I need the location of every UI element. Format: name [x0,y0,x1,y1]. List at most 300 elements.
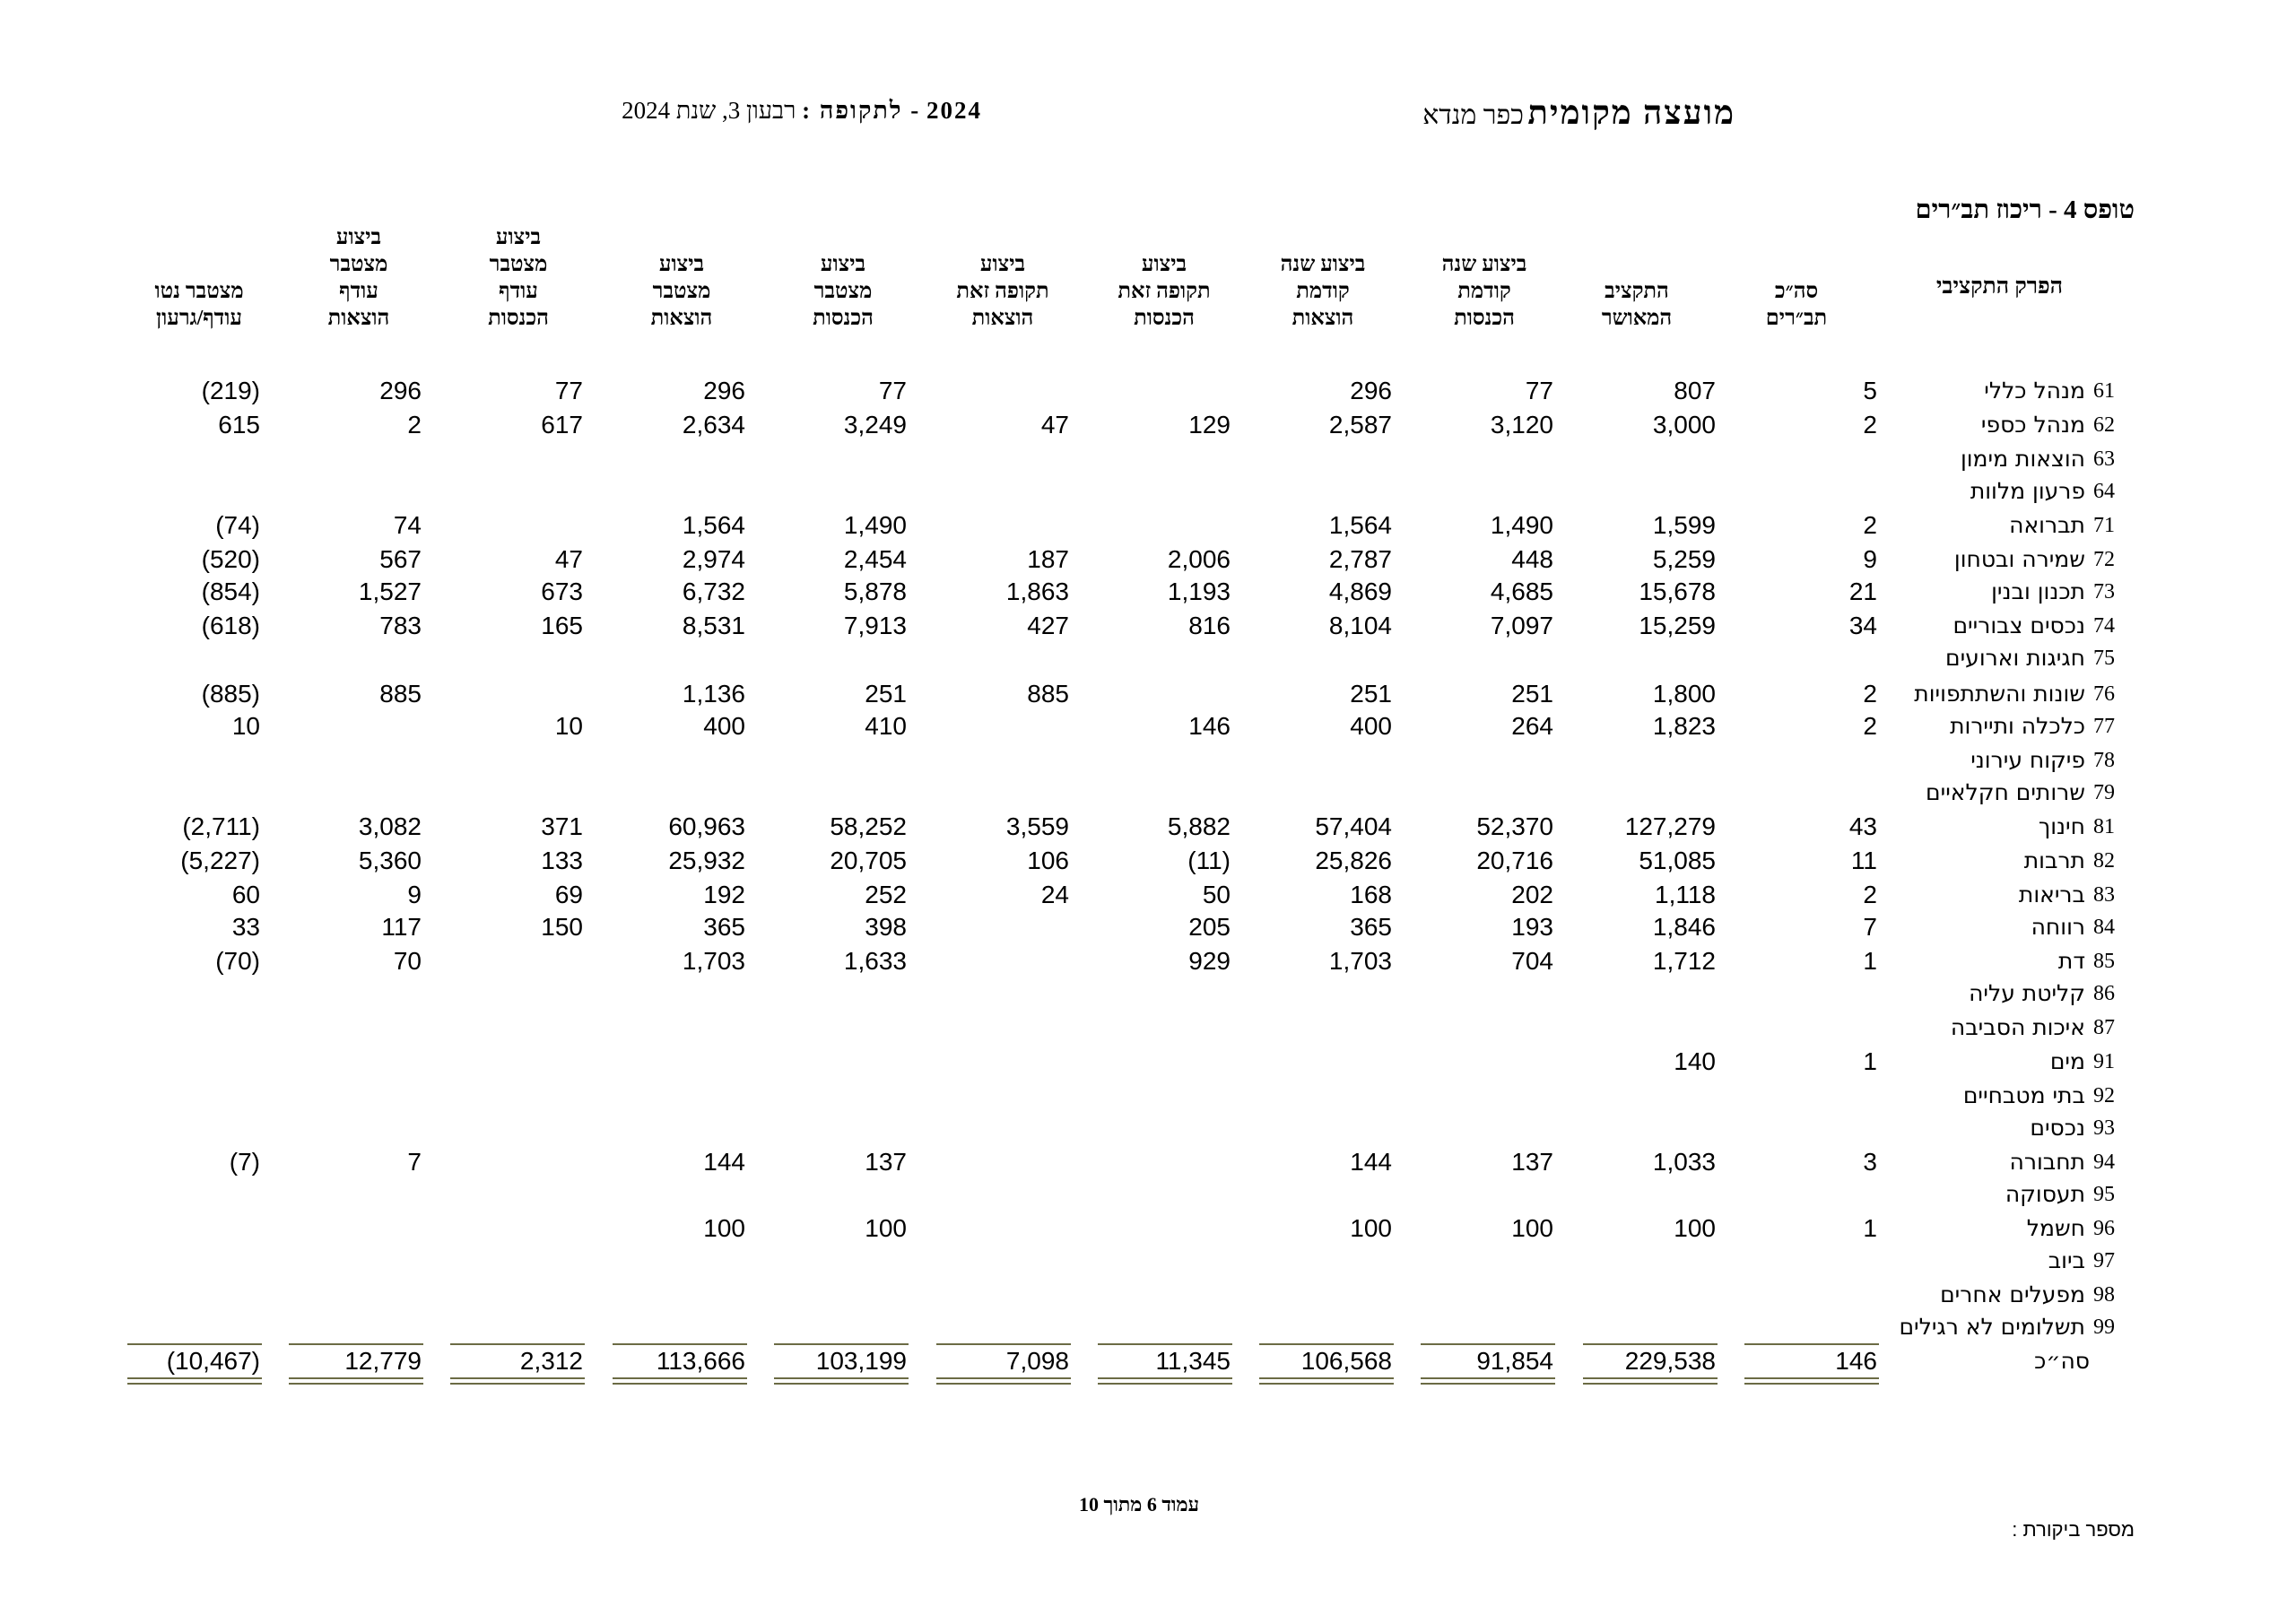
cell-cum-expense: 296 [703,377,745,404]
cell-approved: 5,259 [1652,545,1716,573]
column-header-line: ביצוע [979,253,1026,276]
chapter-name: תרבות [2023,847,2085,873]
cell-approved: 51,085 [1639,847,1716,874]
chapter-name: ביוב [2048,1247,2085,1273]
cell-net: (618) [201,612,260,639]
total-rule-double [289,1377,423,1385]
chapter-name: כלכלה ותיירות [1950,713,2085,739]
chapter-code: 62 [2093,413,2115,437]
chapter-name: מפעלים אחרים [1940,1281,2085,1307]
cell-prev-income: 264 [1511,712,1553,740]
table-row [0,509,2296,542]
cell-approved: 1,033 [1652,1148,1716,1176]
chapter-code: 63 [2093,447,2115,471]
table-row [0,777,2296,809]
chapter-code: 71 [2093,514,2115,537]
chapter-code: 83 [2093,883,2115,907]
column-header-approved [1561,278,1713,332]
column-header-line: ביצוע [335,226,382,249]
cell-prev-expense: 4,869 [1328,578,1392,605]
chapter-name: שמירה ובטחון [1953,546,2085,572]
cell-prev-income: 3,120 [1490,411,1553,439]
chapter-code: 61 [2093,379,2115,403]
total-period-income: 11,345 [1155,1347,1231,1375]
chapter-code: 96 [2093,1217,2115,1240]
cell-cum-expense: 144 [703,1148,745,1176]
table-row [0,1046,2296,1078]
total-approved: 229,538 [1624,1347,1716,1375]
cell-prev-expense: 1,703 [1328,947,1392,975]
period-label: - לתקופה : [802,97,921,124]
chapter-name: מנהל כללי [1984,378,2085,404]
total-rule-double [1259,1377,1394,1385]
table-row [0,845,2296,877]
table-row [0,642,2296,674]
cell-net: 615 [218,411,260,439]
table-row [0,443,2296,475]
chapter-code: 93 [2093,1116,2115,1140]
cell-period-income: 816 [1188,612,1231,639]
cell-count: 34 [1848,612,1877,639]
column-header-line: המאושר [1601,307,1673,330]
cell-count: 5 [1863,377,1877,404]
total-rule-double [1098,1377,1232,1385]
chapter-code: 82 [2093,849,2115,873]
column-header-period-income [1088,251,1240,332]
cell-surplus-income: 69 [554,881,583,908]
column-header-period-expense [926,251,1079,332]
cell-cum-expense: 100 [703,1214,745,1242]
cell-surplus-expense: 5,360 [358,847,422,874]
column-header-line: עודף/גרעון [156,307,242,330]
chapter-name: תברואה [2009,512,2085,538]
cell-prev-expense: 57,404 [1315,812,1392,840]
chapter-code: 74 [2093,614,2115,638]
cell-net: (854) [201,578,260,605]
cell-cum-income: 1,490 [843,511,907,539]
cell-period-expense: 187 [1027,545,1069,573]
cell-count: 2 [1863,680,1877,708]
column-header-line: הכנסות [488,307,549,330]
cell-prev-expense: 365 [1350,913,1392,941]
chapter-code: 73 [2093,580,2115,604]
total-prev-expense: 106,568 [1300,1347,1392,1375]
cell-surplus-expense: 9 [407,881,422,908]
cell-surplus-income: 10 [554,712,583,740]
cell-period-expense: 3,559 [1005,812,1069,840]
cell-surplus-income: 673 [541,578,583,605]
cell-cum-income: 100 [865,1214,907,1242]
cell-cum-expense: 25,932 [668,847,745,874]
cell-surplus-income: 165 [541,612,583,639]
chapter-name: נכסים [2030,1115,2085,1141]
chapter-code: 92 [2093,1084,2115,1107]
cell-count: 1 [1863,947,1877,975]
column-header-chapter: הפרק התקציבי [1935,274,2063,299]
cell-cum-income: 5,878 [843,578,907,605]
chapter-code: 81 [2093,815,2115,838]
cell-approved: 1,599 [1652,511,1716,539]
cell-count: 21 [1848,578,1877,605]
column-header-line: הכנסות [813,307,874,330]
chapter-name: תשלומים לא רגילים [1899,1314,2085,1340]
cell-period-income: 2,006 [1167,545,1231,573]
chapter-name: נכסים צבוריים [1952,612,2085,638]
column-header-cum-expense [605,251,758,332]
table-row [0,1146,2296,1178]
table-row [0,977,2296,1010]
cell-prev-expense: 2,587 [1328,411,1392,439]
cell-net: (7) [229,1148,260,1176]
cell-cum-income: 20,705 [830,847,907,874]
cell-surplus-income: 47 [554,545,583,573]
table-row [0,1212,2296,1245]
chapter-name: תחבורה [2009,1149,2085,1175]
audit-number-label: מספר ביקורת : [2012,1518,2135,1541]
form-title: טופס 4 - ריכוז תב״רים [1915,195,2135,224]
cell-count: 2 [1863,881,1877,908]
cell-prev-expense: 251 [1350,680,1392,708]
cell-period-expense: 427 [1027,612,1069,639]
cell-cum-expense: 365 [703,913,745,941]
column-header-line: הוצאות [971,307,1034,330]
cell-prev-expense: 2,787 [1328,545,1392,573]
cell-prev-income: 20,716 [1476,847,1553,874]
column-header-line: ביצוע [820,253,866,276]
period-value: רבעון 3, שנת 2024 [622,97,796,124]
cell-period-income: 146 [1188,712,1231,740]
table-row [0,710,2296,743]
chapter-code: 97 [2093,1249,2115,1272]
column-header-surplus-expense [283,224,435,332]
cell-period-income: 1,193 [1167,578,1231,605]
column-header-line: תקופה זאת [956,280,1049,303]
chapter-code: 72 [2093,548,2115,571]
total-net: (10,467) [166,1347,260,1375]
chapter-code: 76 [2093,682,2115,706]
cell-prev-income: 202 [1511,881,1553,908]
cell-cum-expense: 400 [703,712,745,740]
cell-prev-expense: 144 [1350,1148,1392,1176]
total-period-expense: 7,098 [1005,1347,1069,1375]
cell-prev-expense: 296 [1350,377,1392,404]
cell-surplus-income: 77 [554,377,583,404]
cell-surplus-expense: 567 [379,545,422,573]
cell-prev-income: 100 [1511,1214,1553,1242]
cell-prev-income: 704 [1511,947,1553,975]
cell-cum-income: 2,454 [843,545,907,573]
column-header-line: מצטבר [652,280,711,303]
total-rule-double [127,1377,262,1385]
cell-net: (520) [201,545,260,573]
column-header-line: קודמת [1457,280,1511,303]
chapter-name: מים [2049,1048,2085,1074]
cell-count: 9 [1863,545,1877,573]
cell-approved: 1,712 [1652,947,1716,975]
cell-approved: 807 [1674,377,1716,404]
cell-prev-income: 137 [1511,1148,1553,1176]
cell-surplus-income: 133 [541,847,583,874]
total-rule-double [1744,1377,1879,1385]
total-rule-double [1583,1377,1718,1385]
cell-cum-income: 3,249 [843,411,907,439]
table-row [0,1311,2296,1343]
report-period [534,97,982,125]
period-year: 2024 [926,97,982,124]
cell-period-expense: 47 [1040,411,1069,439]
chapter-name: שונות והשתתפויות [1914,681,2085,707]
cell-prev-income: 4,685 [1490,578,1553,605]
column-header-surplus-income [442,224,595,332]
cell-prev-expense: 1,564 [1328,511,1392,539]
column-header-cum-income [767,251,919,332]
cell-surplus-expense: 70 [393,947,422,975]
cell-prev-income: 448 [1511,545,1553,573]
cell-cum-income: 410 [865,712,907,740]
council-name: כפר מנדא [1422,100,1524,130]
cell-count: 7 [1863,913,1877,941]
cell-period-income: 5,882 [1167,812,1231,840]
cell-approved: 140 [1674,1047,1716,1075]
chapter-code: 79 [2093,781,2115,804]
cell-cum-expense: 1,136 [682,680,745,708]
cell-approved: 3,000 [1652,411,1716,439]
cell-surplus-expense: 783 [379,612,422,639]
total-rule-double [1421,1377,1555,1385]
chapter-name: שרותים חקלאיים [1926,779,2085,805]
chapter-name: איכות הסביבה [1950,1014,2085,1040]
table-row [0,409,2296,441]
chapter-name: חינוך [2038,813,2085,839]
total-cum-income: 103,199 [815,1347,907,1375]
cell-net: (70) [215,947,260,975]
column-header-line: הכנסות [1134,307,1195,330]
column-header-line: סה״כ [1774,280,1819,303]
total-rule-double [774,1377,909,1385]
total-count: 146 [1835,1347,1877,1375]
cell-cum-income: 58,252 [830,812,907,840]
table-row [0,1178,2296,1211]
cell-count: 1 [1863,1047,1877,1075]
chapter-name: פיקוח עירוני [1970,747,2085,773]
cell-surplus-expense: 7 [407,1148,422,1176]
cell-cum-income: 251 [865,680,907,708]
total-rule-double [613,1377,747,1385]
cell-surplus-expense: 117 [381,913,422,941]
cell-cum-income: 7,913 [843,612,907,639]
chapter-code: 91 [2093,1050,2115,1073]
cell-count: 11 [1850,847,1877,874]
column-header-line: מצטבר [489,253,548,276]
column-header-line: הוצאות [650,307,713,330]
column-header-line: תב״רים [1765,307,1828,330]
table-row [0,475,2296,508]
cell-prev-income: 1,490 [1490,511,1553,539]
chapter-code: 75 [2093,647,2115,670]
cell-cum-expense: 6,732 [682,578,745,605]
chapter-code: 84 [2093,916,2115,939]
cell-cum-income: 252 [865,881,907,908]
chapter-name: בתי מטבחיים [1962,1082,2085,1108]
chapter-code: 78 [2093,749,2115,772]
cell-surplus-income: 617 [541,411,583,439]
cell-cum-income: 398 [865,913,907,941]
chapter-name: תעסוקה [2005,1181,2085,1207]
cell-period-income: 129 [1188,411,1231,439]
cell-count: 2 [1863,712,1877,740]
cell-surplus-expense: 2 [407,411,422,439]
chapter-name: פרעון מלוות [1970,478,2085,504]
cell-cum-expense: 192 [703,881,745,908]
cell-period-income: 929 [1188,947,1231,975]
column-header-line: מצטבר [813,280,873,303]
cell-period-income: 50 [1202,881,1231,908]
cell-cum-income: 137 [865,1148,907,1176]
column-header-line: ביצוע [1141,253,1187,276]
table-row [0,911,2296,943]
chapter-code: 77 [2093,715,2115,738]
cell-count: 1 [1863,1214,1877,1242]
page-number: עמוד 6 מתוך 10 [1078,1493,1200,1515]
table-row [0,678,2296,710]
cell-surplus-expense: 74 [393,511,422,539]
chapter-name: דת [2057,948,2085,974]
table-row [0,811,2296,843]
column-header-line: הוצאות [1292,307,1354,330]
cell-period-income: (11) [1187,847,1231,874]
chapter-name: קליטת עליה [1969,980,2085,1006]
chapter-code: 95 [2093,1183,2115,1206]
cell-net: (5,227) [180,847,260,874]
cell-period-income: 205 [1188,913,1231,941]
table-row [0,1279,2296,1311]
cell-cum-expense: 1,703 [682,947,745,975]
cell-prev-expense: 100 [1350,1214,1392,1242]
table-row [0,375,2296,407]
cell-prev-income: 193 [1511,913,1553,941]
total-surplus-expense: 12,779 [344,1347,422,1375]
cell-surplus-expense: 1,527 [358,578,422,605]
column-header-line: עודף [499,280,538,303]
cell-approved: 100 [1674,1214,1716,1242]
total-rule-double [450,1377,585,1385]
cell-approved: 1,823 [1652,712,1716,740]
chapter-name: תכנון ובנין [1991,578,2085,604]
cell-prev-expense: 8,104 [1328,612,1392,639]
cell-surplus-expense: 885 [379,680,422,708]
cell-net: (2,711) [182,812,260,840]
chapter-name: בריאות [2018,881,2085,908]
cell-approved: 1,118 [1655,881,1716,908]
cell-cum-income: 77 [878,377,907,404]
total-label: סה״כ [2034,1348,2090,1374]
table-row [0,1245,2296,1277]
cell-period-expense: 885 [1027,680,1069,708]
table-row [0,543,2296,576]
cell-approved: 1,800 [1652,680,1716,708]
total-prev-income: 91,854 [1476,1347,1553,1375]
chapter-code: 99 [2093,1316,2115,1339]
column-header-net [123,278,275,332]
cell-net: (885) [201,680,260,708]
cell-prev-income: 251 [1511,680,1553,708]
cell-net: 60 [231,881,260,908]
column-header-prev-income [1408,251,1561,332]
council-title [1350,94,1735,133]
column-header-line: ביצוע שנה [1441,253,1527,276]
table-row [0,744,2296,777]
cell-cum-expense: 2,634 [682,411,745,439]
cell-prev-income: 7,097 [1490,612,1553,639]
cell-approved: 15,678 [1639,578,1716,605]
cell-prev-income: 52,370 [1476,812,1553,840]
column-header-line: תקופה זאת [1118,280,1211,303]
table-row [0,576,2296,608]
cell-approved: 15,259 [1639,612,1716,639]
chapter-name: הוצאות מימון [1960,446,2085,472]
chapter-code: 86 [2093,982,2115,1005]
cell-net: (74) [215,511,260,539]
cell-prev-expense: 25,826 [1315,847,1392,874]
column-header-line: הוצאות [327,307,390,330]
cell-approved: 1,846 [1652,913,1716,941]
council-type: מועצה מקומית [1527,95,1735,132]
cell-approved: 127,279 [1624,812,1716,840]
cell-prev-expense: 400 [1350,712,1392,740]
cell-net: (219) [201,377,260,404]
cell-count: 2 [1863,511,1877,539]
table-row [0,610,2296,642]
chapter-code: 85 [2093,950,2115,973]
table-row [0,1112,2296,1144]
cell-surplus-income: 150 [541,913,583,941]
chapter-code: 94 [2093,1151,2115,1174]
column-header-line: הכנסות [1454,307,1515,330]
chapter-code: 98 [2093,1283,2115,1307]
cell-count: 2 [1863,411,1877,439]
cell-cum-expense: 1,564 [682,511,745,539]
column-header-line: קודמת [1296,280,1350,303]
chapter-name: רווחה [2031,914,2085,940]
cell-period-expense: 106 [1027,847,1069,874]
cell-prev-expense: 168 [1350,881,1392,908]
cell-count: 3 [1863,1148,1877,1176]
table-row [0,1012,2296,1044]
chapter-name: חגיגות וארועים [1945,645,2085,671]
chapter-name: חשמל [2026,1215,2085,1241]
cell-period-expense: 1,863 [1005,578,1069,605]
cell-surplus-income: 371 [541,812,583,840]
column-header-line: ביצוע שנה [1280,253,1366,276]
total-cum-expense: 113,666 [656,1347,745,1375]
cell-count: 43 [1848,812,1877,840]
total-surplus-income: 2,312 [519,1347,583,1375]
column-header-count [1720,278,1873,332]
cell-cum-expense: 2,974 [682,545,745,573]
chapter-name: מנהל כספי [1980,412,2085,438]
table-row [0,879,2296,911]
column-header-prev-expense [1247,251,1399,332]
chapter-code: 87 [2093,1016,2115,1039]
column-header-line: התקציב [1605,280,1669,303]
total-rule-double [936,1377,1071,1385]
column-header-line: ביצוע [495,226,542,249]
cell-cum-income: 1,633 [843,947,907,975]
table-row [0,1080,2296,1112]
cell-cum-expense: 60,963 [668,812,745,840]
cell-prev-income: 77 [1525,377,1553,404]
table-row [0,945,2296,977]
